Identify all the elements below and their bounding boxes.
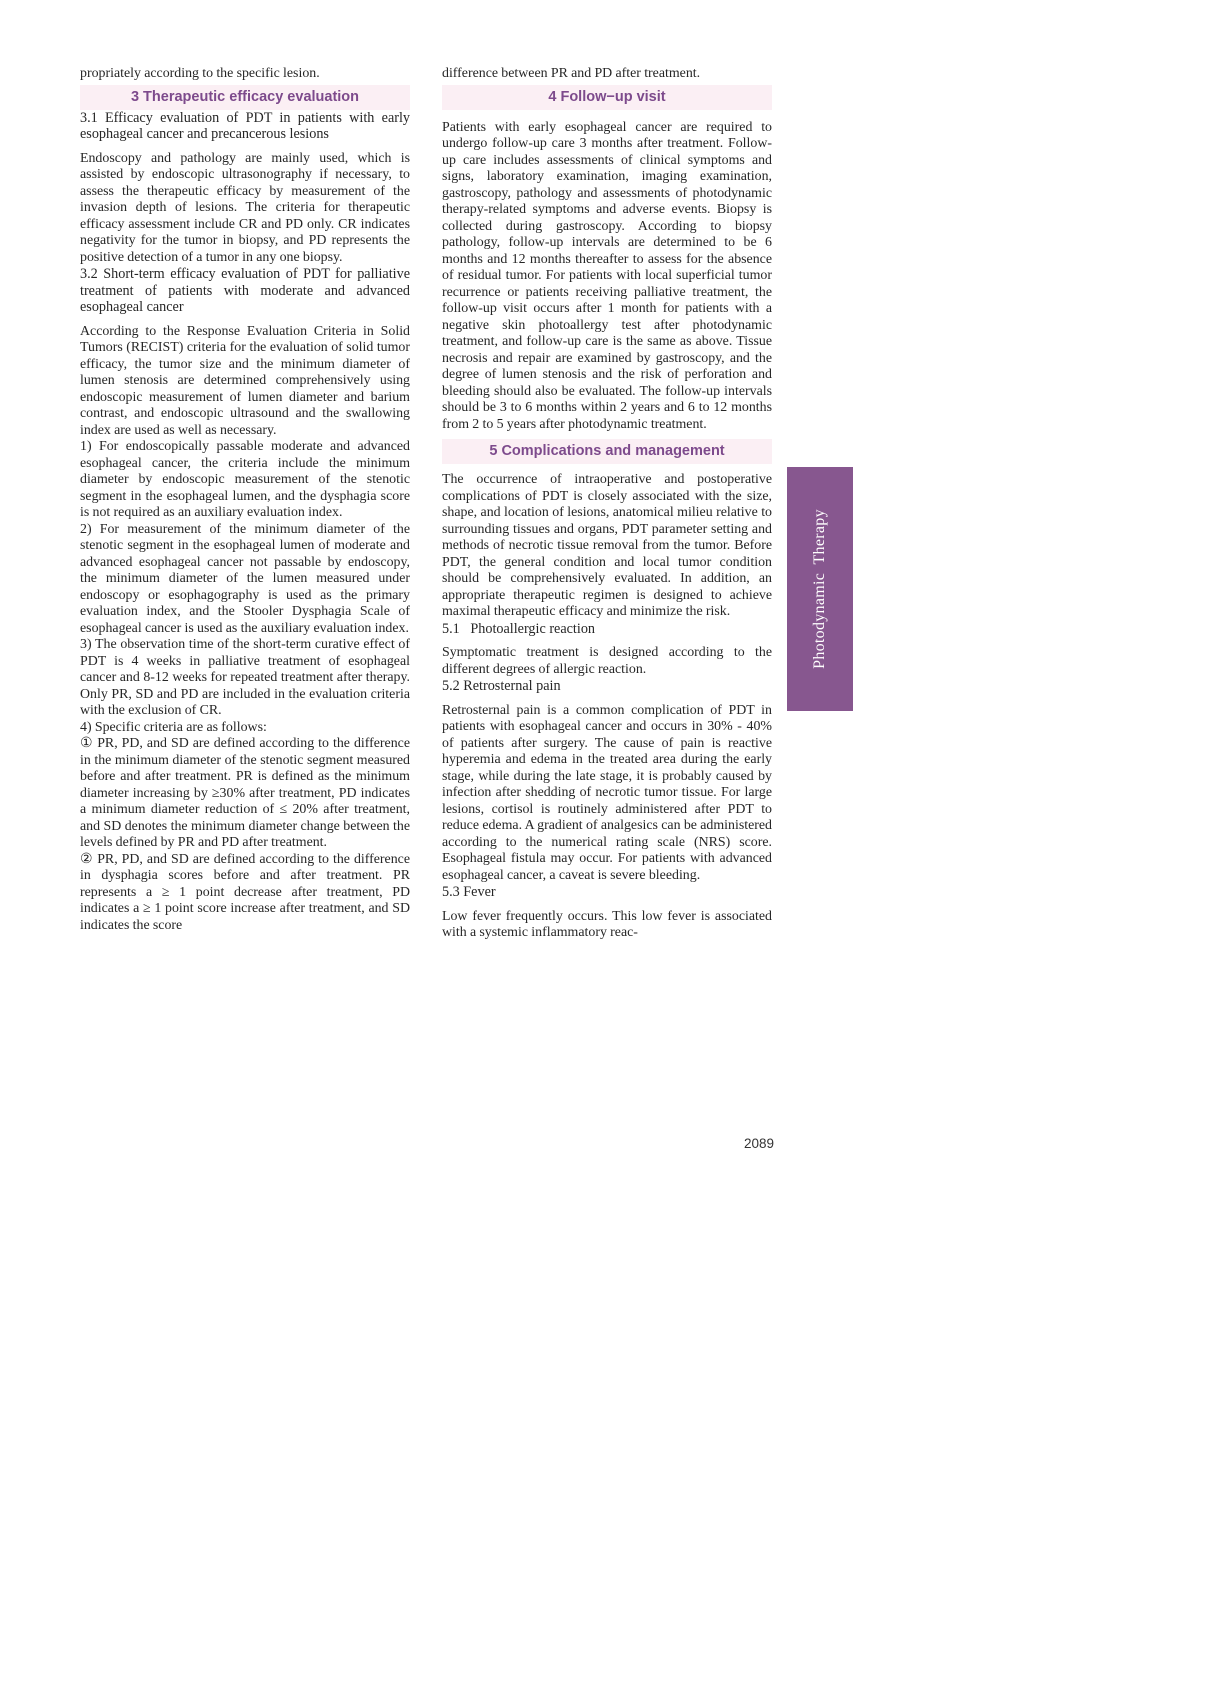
list-item-4a: ① PR, PD, and SD are defined according to the difference in the minimum diameter of the stenotic segment measured before and after treatment. PR is defined as the minimum diameter increasing by ≥30% after treatment, PD indicates a minimum diameter reduction of ≤ 20% after treatment, and SD denotes the minimum diameter change between the levels defined by PR and PD after treatment. [80,736,410,850]
right-column [442,66,772,942]
side-tab [787,467,853,711]
side-tab-label: Photodynamic Therapy [811,509,829,669]
paragraph-5-2: Retrosternal pain is a common complication of PDT in patients with esophageal cancer and occurs in 30% - 40% of patients after surgery. The cause of pain is reactive hyperemia and edema in the treated area during the early stage, while during the late stage, it is probably caused by infection after shedding of necrotic tumor tissue. For large lesions, cortisol is routinely administered after PDT to reduce edema. A gradient of analgesics can be administered according to the numerical rating scale (NRS) score. Esophageal fistula may occur. For patients with advanced esophageal cancer, a caveat is severe bleeding. [442,702,772,883]
subsection-title-5-1: 5.1 Photoallergic reaction [442,620,596,637]
section-heading-efficacy: 3 Therapeutic efficacy evaluation [80,85,410,110]
paragraph-3-2: According to the Response Evaluation Criteria in Solid Tumors (RECIST) criteria for the evaluation of solid tumor efficacy, the tumor size and the minimum diameter of lumen stenosis are determined comprehensively using endoscopic measurement of lumen diameter and barium contrast, and endoscopic ultrasound and the swallowing index are used as well as necessary. [80,323,410,438]
paragraph-5-1: Symptomatic treatment is designed according to the different degrees of allergic reaction. [442,645,772,677]
paragraph-3-1: Endoscopy and pathology are mainly used, which is assisted by endoscopic ultrasonography if necessary, to assess the therapeutic efficacy by measurement of the invasion depth of lesions. The criteria for therapeutic efficacy assessment include CR and PD only. CR indicates negativity for the tumor in biopsy, and PD represents the positive detection of a tumor in any one biopsy. [80,150,410,265]
subsection-title-3-1: 3.1 Efficacy evaluation of PDT in patients with early esophageal cancer and precancerous lesions [80,109,410,142]
list-item-2: 2) For measurement of the minimum diameter of the stenotic segment in the esophageal lumen of moderate and advanced esophageal cancer not passable by endoscopy, the minimum diameter of the lumen measured under endoscopy or esophagography is used as the primary evaluation index, and the Stooler Dysphagia Scale of esophageal cancer is used as the auxiliary evaluation index. [80,521,410,636]
left-column [80,66,410,934]
section-heading-complications: 5 Complications and management [442,439,772,464]
paragraph-5-3: Low fever frequently occurs. This low fever is associated with a systemic inflammatory reac- [442,908,772,940]
section-heading-follow-up: 4 Follow−up visit [442,85,772,110]
subsection-title-3-2: 3.2 Short-term efficacy evaluation of PDT for palliative treatment of patients with moderate and advanced esophageal cancer [80,266,410,315]
list-item-1: 1) For endoscopically passable moderate and advanced esophageal cancer, the criteria include the minimum diameter by endoscopic measurement of the stenotic segment in the esophageal lumen, and the dysphagia score is not required as an auxiliary evaluation index. [80,439,410,520]
subsection-title-5-2: 5.2 Retrosternal pain [442,678,561,694]
page-number: 2089 [743,1136,774,1151]
list-item-4b: ② PR, PD, and SD are defined according to the difference in dysphagia scores before and after treatment. PR represents a ≥ 1 point decrease after treatment, PD indicates a ≥ 1 point score increase after treatment, and SD indicates the score [80,851,410,933]
list-item-4: 4) Specific criteria are as follows: [80,719,267,735]
continued-text: difference between PR and PD after treatment. [442,66,701,81]
paragraph-4: Patients with early esophageal cancer are required to undergo follow-up care 3 months after treatment. Follow-up care includes assessments of clinical symptoms and signs, laboratory examination, imaging examination, gastroscopy, pathology and assessments of photodynamic therapy-related symptoms and adverse events. Biopsy is collected during gastroscopy. According to biopsy pathology, follow-up intervals are determined to be 6 months and 12 months thereafter to assess for the absence of residual tumor. For patients with local superficial tumor recurrence or patients receiving palliative treatment, the follow-up visit occurs after 1 month for patients with a negative skin photoallergy test after photodynamic treatment, and follow-up care is the same as above. Tissue necrosis and repair are examined by gastroscopy, and the degree of lumen stenosis and the risk of perforation and bleeding should also be evaluated. The follow-up intervals should be 3 to 6 months within 2 years and 6 to 12 months from 2 to 5 years after photodynamic treatment. [442,119,772,432]
list-item-3: 3) The observation time of the short-term curative effect of PDT is 4 weeks in palliative treatment of esophageal cancer and 8-12 weeks for repeated treatment after therapy. Only PR, SD and PD are included in the evaluation criteria with the exclusion of CR. [80,637,410,718]
subsection-title-5-3: 5.3 Fever [442,884,496,900]
paragraph-5: The occurrence of intraoperative and postoperative complications of PDT is closely associated with the size, shape, and location of lesions, anatomical milieu relative to surrounding tissues and organs, PDT parameter setting and methods of necrotic tissue removal from the tumor. Before PDT, the general condition and local tumor condition should be comprehensively evaluated. In addition, an appropriate therapeutic regimen is designed to achieve maximal therapeutic efficacy and minimize the risk. [442,472,772,619]
continued-text: propriately according to the specific lesion. [80,66,320,81]
